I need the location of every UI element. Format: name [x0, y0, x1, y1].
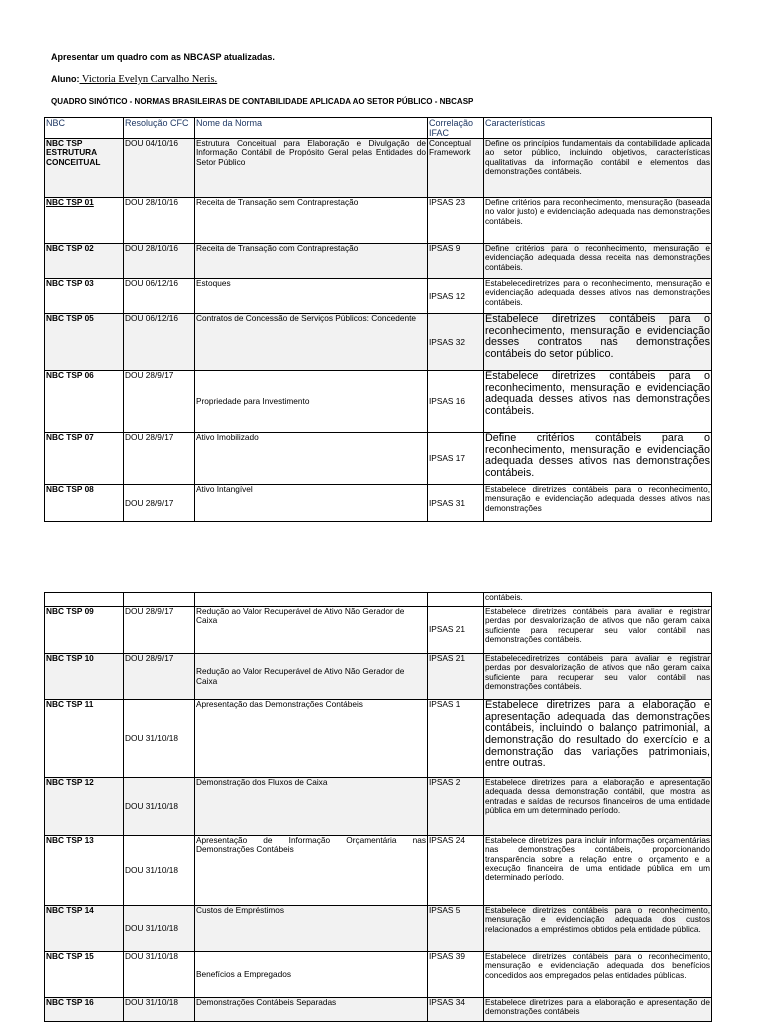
cell-cfc: DOU 28/9/17: [124, 371, 195, 433]
column-header-nbc: NBC: [45, 118, 124, 139]
cell-nome: Redução ao Valor Recuperável de Ativo Não Gerador de Caixa: [195, 654, 428, 700]
table-row: [45, 654, 712, 700]
cell-caracteristicas: Define critérios contábeis para o reconhecimento, mensuração e evidenciação adequada desses ativos nas demonstrações contábeis.: [484, 433, 712, 485]
cell-nbc: NBC TSP 09: [45, 607, 124, 654]
cell-ifac: Conceptual Framework: [428, 139, 484, 198]
continuation-row: [45, 593, 712, 607]
cell-ifac: IPSAS 9: [428, 244, 484, 279]
cell-ifac: IPSAS 34: [428, 998, 484, 1022]
table-row: [45, 244, 712, 279]
cell-ifac: IPSAS 21: [428, 654, 484, 700]
nbcasp-table-page2: [44, 592, 712, 1022]
cell-nome: Receita de Transação sem Contraprestação: [195, 198, 428, 244]
table-row: [45, 139, 712, 198]
cell-ifac: IPSAS 24: [428, 836, 484, 906]
student-name: Victoria Evelyn Carvalho Neris.: [79, 74, 218, 85]
cell-nbc: NBC TSP 12: [45, 778, 124, 836]
cell-caracteristicas: Estabelece diretrizes contábeis para o reconhecimento, mensuração e evidenciação adequada dos benefícios concedidos aos empregados pelas entidades públicas.: [484, 952, 712, 998]
cell-ifac: IPSAS 21: [428, 607, 484, 654]
cell-nbc: NBC TSP 11: [45, 700, 124, 778]
table-row: [45, 952, 712, 998]
cell-cfc: DOU 31/10/18: [124, 700, 195, 778]
cell-cfc: DOU 04/10/16: [124, 139, 195, 198]
cell-ifac: IPSAS 16: [428, 371, 484, 433]
cell-caracteristicas: Estabelece diretrizes contábeis para o reconhecimento, mensuração e evidenciação adequada desses ativos nas demonstrações contábeis.: [484, 371, 712, 433]
cell-ifac: IPSAS 12: [428, 279, 484, 314]
cell-cfc: DOU 31/10/18: [124, 836, 195, 906]
nbcasp-table-page1: [44, 117, 712, 522]
cell-caracteristicas: Estabelece diretrizes para a elaboração e apresentação adequada das demonstrações contábeis, incluindo o balanço patrimonial, a demonstração do resultado do exercício e a demonstração das variações patrimoniais, entre outras.: [484, 700, 712, 778]
cell-nbc: NBC TSP 01: [45, 198, 124, 244]
table-row: [45, 314, 712, 371]
cell-nbc: NBC TSP 14: [45, 906, 124, 952]
table-row: [45, 371, 712, 433]
cell-caracteristicas: Estabelece diretrizes contábeis para o reconhecimento, mensuração e evidenciação desses contratos nas demonstrações contábeis do setor público.: [484, 314, 712, 371]
cell-nbc: NBC TSP 08: [45, 485, 124, 522]
table-row: [45, 198, 712, 244]
table-row: [45, 906, 712, 952]
cell-nome: Redução ao Valor Recuperável de Ativo Não Gerador de Caixa: [195, 607, 428, 654]
cell-nbc: NBC TSP 03: [45, 279, 124, 314]
cell-nome: Contratos de Concessão de Serviços Públicos: Concedente: [195, 314, 428, 371]
cell-cfc: DOU 28/10/16: [124, 244, 195, 279]
table-row: [45, 998, 712, 1022]
cell-cfc: DOU 28/9/17: [124, 433, 195, 485]
cell-nbc: NBC TSP 06: [45, 371, 124, 433]
cell-caracteristicas: Estabelece diretrizes contábeis para o reconhecimento, mensuração e evidenciação adequada dos custos relacionados a empréstimos obtidos pela entidade pública.: [484, 906, 712, 952]
cell-caracteristicas: Estabelece diretrizes para a elaboração e apresentação adequada dessa demonstração contábil, que mostra as entradas e saídas de recursos financeiros de uma entidade pública em um determinado período.: [484, 778, 712, 836]
cell-ifac: IPSAS 2: [428, 778, 484, 836]
document-title: Apresentar um quadro com as NBCASP atualizadas.: [51, 52, 275, 62]
cell-cfc: DOU 06/12/16: [124, 314, 195, 371]
cell-cfc: DOU 31/10/18: [124, 998, 195, 1022]
cell-caracteristicas: Estabelece diretrizes para incluir informações orçamentárias nas demonstrações contábeis, proporcionando transparência sobre a relação entre o orçamento e a execução financeira de uma entidade pública em um determinado período.: [484, 836, 712, 906]
cell-nome: Demonstração dos Fluxos de Caixa: [195, 778, 428, 836]
cell-caracteristicas: Define critérios para o reconhecimento, mensuração e evidenciação adequada dessa receita nas demonstrações contábeis.: [484, 244, 712, 279]
student-line: [51, 74, 217, 85]
cell-nome: Benefícios a Empregados: [195, 952, 428, 998]
cell-nbc: NBC TSP 15: [45, 952, 124, 998]
cell-cfc: DOU 31/10/18: [124, 778, 195, 836]
cell-caracteristicas: Estabelece diretrizes contábeis para avaliar e registrar perdas por desvalorização de ativos que não geram caixa suficiente para recuperar seu valor contábil nas demonstrações contábeis.: [484, 607, 712, 654]
cell-nome: Estrutura Conceitual para Elaboração e Divulgação de Informação Contábil de Propósito Geral pelas Entidades do Setor Público: [195, 139, 428, 198]
cell-cfc: DOU 31/10/18: [124, 952, 195, 998]
cell-nome: Ativo Intangível: [195, 485, 428, 522]
table-row: [45, 433, 712, 485]
cell-continuation: contábeis.: [484, 593, 712, 607]
cell-nome: Apresentação de Informação Orçamentária nas Demonstrações Contábeis: [195, 836, 428, 906]
table-row: [45, 607, 712, 654]
cell-cfc: DOU 28/9/17: [124, 485, 195, 522]
cell-cfc: DOU 06/12/16: [124, 279, 195, 314]
cell-nbc: NBC TSP 02: [45, 244, 124, 279]
cell-cfc: DOU 28/9/17: [124, 654, 195, 700]
cell-ifac: IPSAS 39: [428, 952, 484, 998]
cell-nbc: NBC TSP 13: [45, 836, 124, 906]
cell-ifac: IPSAS 1: [428, 700, 484, 778]
column-header-caracteristicas: Características: [484, 118, 712, 139]
cell-caracteristicas: Estabelece diretrizes para a elaboração e apresentação de demonstrações contábeis: [484, 998, 712, 1022]
cell-nbc: NBC TSP 05: [45, 314, 124, 371]
cell-nbc: NBC TSP 16: [45, 998, 124, 1022]
column-header-cfc: Resolução CFC: [124, 118, 195, 139]
cell-nbc: NBC TSP ESTRUTURA CONCEITUAL: [45, 139, 124, 198]
cell-nome: Propriedade para Investimento: [195, 371, 428, 433]
table-row: [45, 836, 712, 906]
cell-cfc: DOU 28/10/16: [124, 198, 195, 244]
cell-cfc: DOU 31/10/18: [124, 906, 195, 952]
cell-caracteristicas: Define os princípios fundamentais da contabilidade aplicada ao setor público, incluindo objetivos, características qualitativas da informação contábil e elementos das demonstrações contábeis.: [484, 139, 712, 198]
cell-nbc: NBC TSP 07: [45, 433, 124, 485]
table-row: [45, 778, 712, 836]
student-label: Aluno:: [51, 74, 80, 84]
cell-nbc: NBC TSP 10: [45, 654, 124, 700]
cell-caracteristicas: Define critérios para reconhecimento, mensuração (baseada no valor justo) e evidenciação adequada nas demonstrações contábeis.: [484, 198, 712, 244]
cell-nome: Demonstrações Contábeis Separadas: [195, 998, 428, 1022]
cell-ifac: IPSAS 32: [428, 314, 484, 371]
cell-nome: Custos de Empréstimos: [195, 906, 428, 952]
cell-ifac: IPSAS 31: [428, 485, 484, 522]
table-subtitle: QUADRO SINÓTICO - NORMAS BRASILEIRAS DE CONTABILIDADE APLICADA AO SETOR PÚBLICO - NBCASP: [51, 97, 474, 106]
cell-ifac: IPSAS 23: [428, 198, 484, 244]
cell-nome: Apresentação das Demonstrações Contábeis: [195, 700, 428, 778]
column-header-nome: Nome da Norma: [195, 118, 428, 139]
cell-nome: Estoques: [195, 279, 428, 314]
cell-ifac: IPSAS 17: [428, 433, 484, 485]
cell-caracteristicas: Estabelecediretrizes contábeis para avaliar e registrar perdas por desvalorização de ativos que não geram caixa suficiente para recuperar seu valor contábil nas demonstrações contábeis.: [484, 654, 712, 700]
cell-caracteristicas: Estabelece diretrizes contábeis para o reconhecimento, mensuração e evidenciação adequada desses ativos nas demonstrações: [484, 485, 712, 522]
column-header-ifac: Correlação IFAC: [428, 118, 484, 139]
table-row: [45, 279, 712, 314]
table-row: [45, 485, 712, 522]
cell-nome: Receita de Transação com Contraprestação: [195, 244, 428, 279]
table-row: [45, 700, 712, 778]
cell-ifac: IPSAS 5: [428, 906, 484, 952]
cell-cfc: DOU 28/9/17: [124, 607, 195, 654]
cell-nome: Ativo Imobilizado: [195, 433, 428, 485]
cell-caracteristicas: Estabelecediretrizes para o reconhecimento, mensuração e evidenciação adequada desses ativos nas demonstrações contábeis.: [484, 279, 712, 314]
table-header-row: [45, 118, 712, 139]
